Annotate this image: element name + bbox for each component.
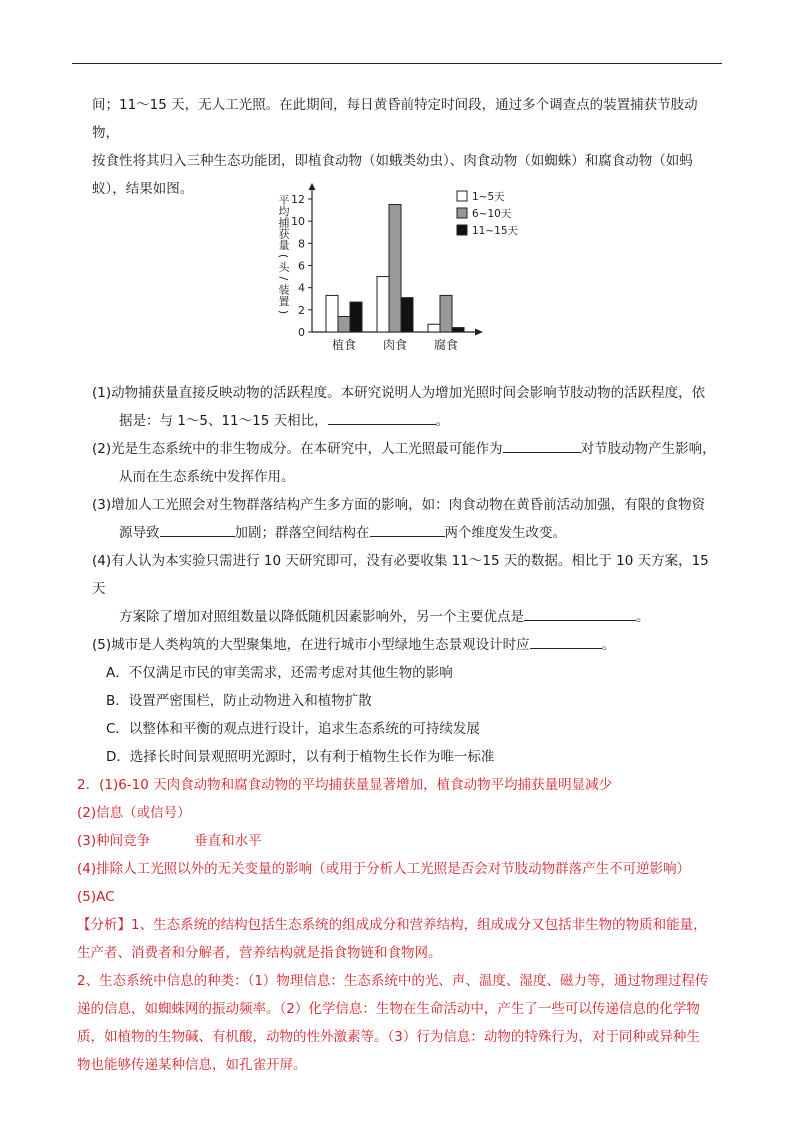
q5-text: (5)城市是人类构筑的大型聚集地，在进行城市小型绿地生态景观设计时应 (92, 637, 530, 653)
x-axis-arrow (475, 329, 483, 336)
q4-text: 方案除了增加对照组数量以降低随机因素影响外，另一个主要优点是 (119, 609, 524, 625)
answer-blank[interactable] (530, 634, 602, 649)
bar (338, 316, 350, 332)
answer-4: (4)排除人工光照以外的无关变量的影响（或用于分析人工光照是否会对节肢动物群落产生不可逆影响） (77, 861, 691, 877)
legend-label: 11~15天 (472, 225, 519, 237)
question-3-cont (92, 519, 722, 547)
q2-text: 对节肢动物产生影响， (580, 441, 716, 457)
q1-text: 据是：与 1～5、11～15 天相比， (119, 413, 328, 429)
bar (452, 328, 464, 332)
legend-label: 6~10天 (472, 208, 512, 220)
y-tick-label: 10 (291, 215, 305, 229)
y-tick-label: 0 (298, 326, 305, 339)
answer-5: (5)AC (77, 889, 115, 905)
bar (401, 298, 413, 332)
y-axis-label-char: 获 (278, 227, 290, 241)
y-axis-label-char: 均 (278, 205, 290, 219)
y-axis-label-char: 平 (278, 194, 290, 207)
answer-blank[interactable] (524, 606, 636, 621)
bar (326, 295, 338, 332)
q4-text: 。 (636, 609, 650, 625)
question-2 (92, 435, 722, 463)
bar (440, 295, 452, 332)
y-tick-label: 12 (291, 193, 305, 206)
y-axis-label-char: 捕 (278, 216, 290, 230)
question-5 (92, 631, 722, 659)
question-2-cont: 从而在生态系统中发挥作用。 (119, 469, 295, 485)
y-axis-label-char: / (277, 276, 290, 281)
y-tick-label: 6 (298, 259, 305, 273)
q3-text: 源导致 (119, 525, 160, 541)
q2-text: (2)光是生态系统中的非生物成分。在本研究中，人工光照最可能作为 (92, 441, 503, 457)
y-axis-label-char: ) (277, 309, 290, 315)
answer-blank[interactable] (328, 410, 436, 425)
answer-3-part: (3)种间竞争 (77, 833, 151, 849)
y-tick-label: 2 (298, 303, 305, 317)
q1-text: (1)动物捕获量直接反映动物的活跃程度。本研究说明人为增加光照时间会影响节肢动物的活跃程度，依 (92, 385, 706, 401)
answer-blank[interactable] (160, 522, 235, 537)
y-tick-label: 4 (298, 281, 305, 295)
legend-swatch (457, 225, 467, 235)
q3-text: 两个维度发生改变。 (444, 525, 566, 541)
answer-blank[interactable] (503, 438, 581, 453)
answer-blank[interactable] (370, 522, 445, 537)
category-label: 植食 (331, 338, 357, 352)
option-d: D．选择长时间景观照明光源时，以有利于植物生长作为唯一标准 (106, 749, 495, 765)
bar (389, 205, 401, 332)
y-axis-arrow (309, 183, 316, 190)
question-4-cont (92, 603, 722, 631)
legend-label: 1~5天 (472, 191, 505, 203)
bar (428, 324, 440, 332)
answer-1: 2．(1)6-10 天肉食动物和腐食动物的平均捕获量显著增加，植食动物平均捕获量明显减少 (77, 777, 613, 793)
y-axis-label-char: 装 (278, 283, 290, 297)
analysis-2-cont: 递的信息，如蜘蛛网的振动频率。（2）化学信息：生物在生命活动中，产生了一些可以传递信息的化学物 (77, 1001, 700, 1017)
category-label: 肉食 (382, 338, 408, 352)
analysis-1: 【分析】1、生态系统的结构包括生态系统的组成成分和营养结构，组成成分又包括非生物的物质和能量， (77, 917, 707, 933)
answer-2: (2)信息（或信号） (77, 805, 191, 821)
legend-swatch (457, 208, 467, 218)
y-axis-label-char: 量 (278, 238, 290, 252)
bar (377, 277, 389, 332)
y-axis-label-char: ( (277, 253, 290, 259)
analysis-2-cont: 质，如植物的生物碱、有机酸，动物的性外激素等。（3）行为信息：动物的特殊行为，对于同种或异种生 (77, 1029, 700, 1045)
y-tick-label: 8 (298, 237, 305, 251)
answer-3 (77, 827, 722, 855)
analysis-2-cont: 物也能够传递某种信息，如孔雀开屏。 (77, 1057, 307, 1073)
category-label: 腐食 (433, 338, 459, 352)
header-rule (72, 63, 722, 64)
question-1 (92, 379, 722, 407)
intro-line: 按食性将其归入三种生态功能团，即植食动物（如蛾类幼虫）、肉食动物（如蜘蛛）和腐食动物（如蚂 (92, 153, 693, 169)
option-b: B．设置严密围栏，防止动物进入和植物扩散 (106, 693, 372, 709)
analysis-1-cont: 生产者、消费者和分解者，营养结构就是指食物链和食物网。 (77, 945, 442, 961)
analysis-2: 2、生态系统中信息的种类：（1）物理信息：生态系统中的光、声、温度、湿度、磁力等，通过物理过程传 (77, 973, 709, 989)
q5-text: 。 (601, 637, 616, 653)
bar (350, 302, 362, 332)
legend-swatch (457, 191, 467, 201)
question-1-cont (92, 407, 722, 435)
answer-3-part: 垂直和水平 (194, 833, 262, 849)
chart-svg (272, 177, 522, 352)
capture-bar-chart (272, 177, 522, 352)
question-4: (4)有人认为本实验只需进行 10 天研究即可，没有必要收集 11～15 天的数据。相比于 10 天方案，15 天 (92, 553, 709, 597)
option-c: C．以整体和平衡的观点进行设计，追求生态系统的可持续发展 (106, 721, 480, 737)
intro-line: 间；11～15 天，无人工光照。在此期间，每日黄昏前特定时间段，通过多个调查点的装置捕获节肢动物， (92, 97, 698, 141)
q1-text: 。 (435, 413, 450, 429)
intro-line: 蚁），结果如图。 (92, 181, 194, 197)
y-axis-label-char: 头 (278, 261, 290, 275)
y-axis-label-char: 置 (278, 294, 290, 308)
option-a: A．不仅满足市民的审美需求，还需考虑对其他生物的影响 (106, 665, 453, 681)
question-3: (3)增加人工光照会对生物群落结构产生多方面的影响，如：肉食动物在黄昏前活动加强，有限的食物资 (92, 497, 706, 513)
q3-text: 加剧；群落空间结构在 (234, 525, 370, 541)
